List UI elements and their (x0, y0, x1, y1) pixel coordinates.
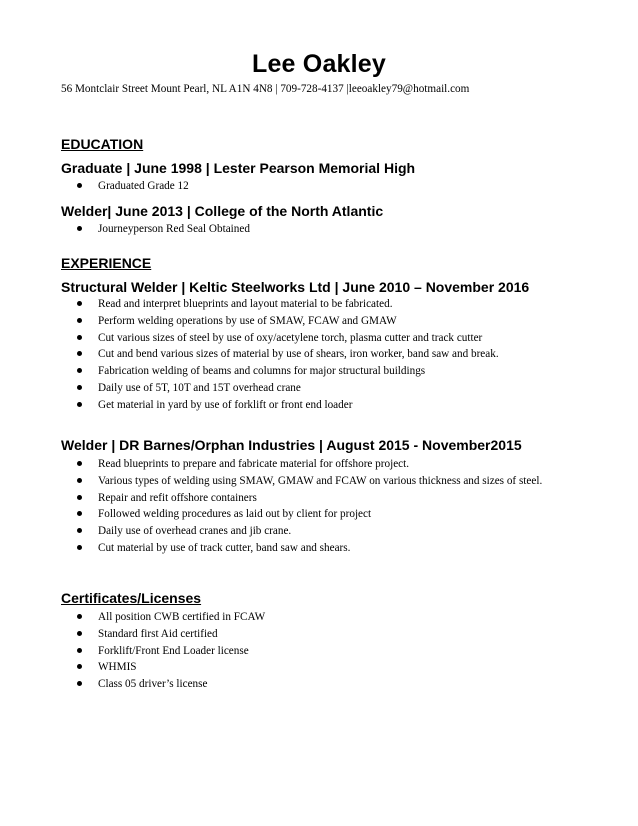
bullet-icon (77, 648, 82, 653)
list-item (77, 346, 499, 363)
education-heading: EDUCATION (61, 136, 144, 152)
experience-entry-title: Structural Welder | Keltic Steelworks Ltd | June 2010 – November 2016 (61, 279, 530, 295)
bullet-text: Followed welding procedures as laid out by client for project (98, 508, 372, 521)
list-item (77, 473, 542, 490)
bullet-text: Graduated Grade 12 (98, 180, 189, 192)
experience-entry-bullets (77, 456, 542, 557)
bullet-icon (77, 495, 82, 500)
bullet-text: Cut and bend various sizes of material by use of shears, iron worker, band saw and break. (98, 348, 499, 361)
experience-heading: EXPERIENCE (61, 255, 152, 271)
list-item (77, 659, 265, 676)
bullet-text: Various types of welding using SMAW, GMAW and FCAW on various thickness and sizes of steel. (98, 474, 543, 487)
bullet-text: Read blueprints to prepare and fabricate material for offshore project. (98, 458, 410, 470)
list-item (77, 643, 265, 660)
bullet-text: Fabrication welding of beams and columns for major structural buildings (98, 365, 426, 378)
bullet-icon (77, 351, 82, 356)
bullet-text: Cut various sizes of steel by use of oxy/acetylene torch, plasma cutter and track cutter (98, 331, 483, 344)
bullet-icon (77, 301, 82, 306)
resume-name: Lee Oakley (251, 50, 387, 78)
bullet-text: Class 05 driver’s license (98, 678, 208, 691)
bullet-text: Standard first Aid certified (98, 627, 218, 640)
list-item (77, 609, 265, 626)
bullet-text: WHMIS (98, 661, 137, 674)
bullet-icon (77, 528, 82, 533)
bullet-text: Journeyperson Red Seal Obtained (98, 223, 250, 235)
education-entry-title: Graduate | June 1998 | Lester Pearson Memorial High (61, 160, 416, 176)
list-item (77, 397, 499, 414)
list-item (77, 221, 250, 238)
certificates-bullets (77, 609, 265, 693)
bullet-icon (77, 631, 82, 636)
certificates-heading: Certificates/Licenses (61, 590, 202, 606)
bullet-icon (77, 402, 82, 407)
education-entry-bullets (77, 221, 250, 238)
bullet-text: All position CWB certified in FCAW (98, 611, 266, 623)
list-item (77, 523, 542, 540)
bullet-icon (77, 226, 82, 231)
list-item (77, 330, 499, 347)
list-item (77, 490, 542, 507)
list-item (77, 506, 542, 523)
list-item (77, 178, 189, 195)
bullet-text: Read and interpret blueprints and layout material to be fabricated. (98, 298, 393, 310)
bullet-icon (77, 478, 82, 483)
bullet-icon (77, 664, 82, 669)
bullet-icon (77, 368, 82, 373)
bullet-icon (77, 335, 82, 340)
list-item (77, 626, 265, 643)
bullet-icon (77, 385, 82, 390)
list-item (77, 380, 499, 397)
bullet-text: Daily use of 5T, 10T and 15T overhead crane (98, 381, 301, 394)
list-item (77, 363, 499, 380)
education-entry-title: Welder| June 2013 | College of the North Atlantic (61, 203, 384, 219)
experience-entry-title: Welder | DR Barnes/Orphan Industries | August 2015 - November2015 (61, 437, 522, 453)
list-item (77, 456, 542, 473)
education-entry-bullets (77, 178, 189, 195)
bullet-text: Forklift/Front End Loader license (98, 644, 249, 657)
experience-entry-bullets (77, 296, 499, 414)
bullet-text: Perform welding operations by use of SMAW, FCAW and GMAW (98, 314, 397, 327)
bullet-icon (77, 681, 82, 686)
list-item (77, 540, 542, 557)
bullet-text: Cut material by use of track cutter, band saw and shears. (98, 541, 351, 554)
list-item (77, 676, 265, 693)
list-item (77, 296, 499, 313)
bullet-icon (77, 614, 82, 619)
bullet-icon (77, 318, 82, 323)
bullet-icon (77, 461, 82, 466)
bullet-text: Daily use of overhead cranes and jib crane. (98, 525, 292, 538)
bullet-icon (77, 183, 82, 188)
bullet-text: Get material in yard by use of forklift or front end loader (98, 398, 353, 411)
bullet-icon (77, 511, 82, 516)
list-item (77, 313, 499, 330)
bullet-icon (77, 545, 82, 550)
bullet-text: Repair and refit offshore containers (98, 491, 257, 504)
contact-line: 56 Montclair Street Mount Pearl, NL A1N 4N8 | 709-728-4137 |leeoakley79@hotmail.com (61, 83, 470, 95)
